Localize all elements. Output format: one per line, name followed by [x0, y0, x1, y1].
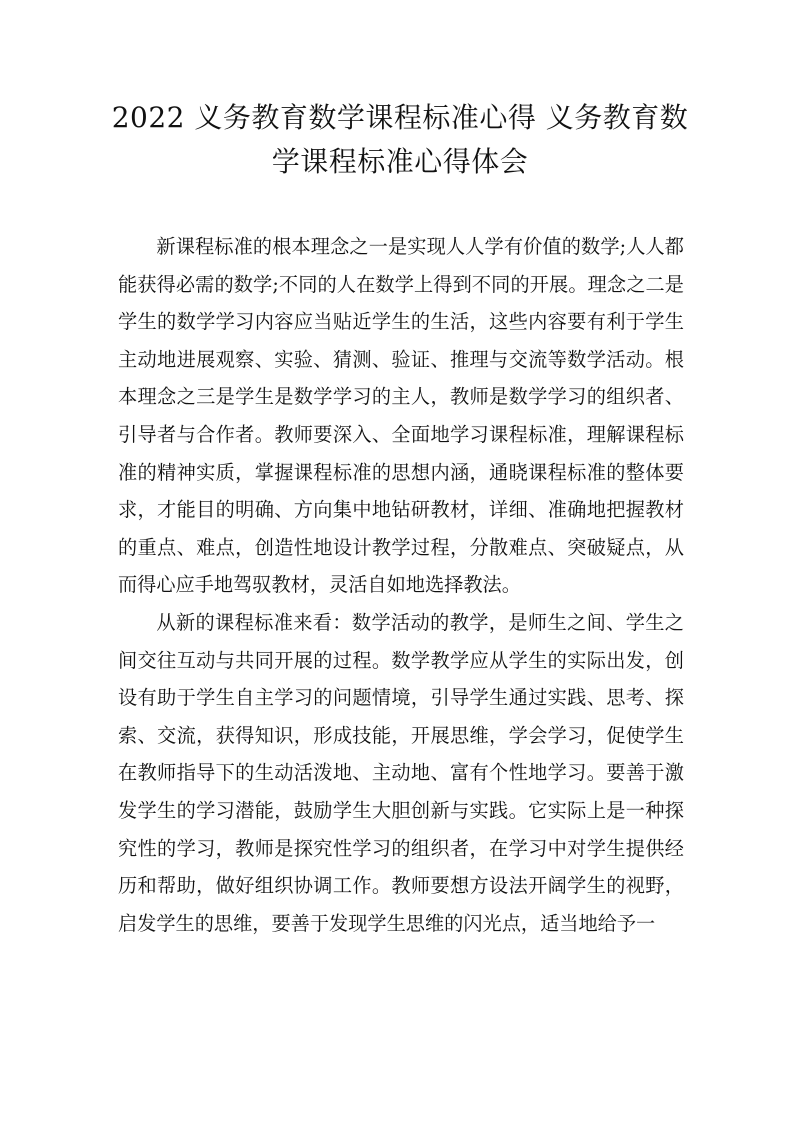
document-title: 2022 义务教育数学课程标准心得 义务教育数学课程标准心得体会 [111, 101, 689, 178]
paragraph-1: 新课程标准的根本理念之一是实现人人学有价值的数学;人人都能获得必需的数学;不同的人在数学上得到不同的开展。理念之二是学生的数学学习内容应当贴近学生的生活，这些内容要有利于学生主动地进展观察、实验、猜测、验证、推理与交流等数学活动。根本理念之三是学生是数学学习的主人，教师是数学学习的组织者、引导者与合作者。教师要深入、全面地学习课程标准，理解课程标准的精神实质，掌握课程标准的思想内涵，通晓课程标准的整体要求，才能目的明确、方向集中地钻研教材，详细、准确地把握教材的重点、难点，创造性地设计教学过程，分散难点、突破疑点，从而得心应手地驾驭教材，灵活自如地选择教法。 [118, 235, 684, 597]
document-body [118, 228, 684, 942]
paragraph-2: 从新的课程标准来看：数学活动的教学，是师生之间、学生之间交往互动与共同开展的过程。数学教学应从学生的实际出发，创设有助于学生自主学习的问题情境，引导学生通过实践、思考、探索、交流，获得知识，形成技能，开展思维，学会学习，促使学生在教师指导下的生动活泼地、主动地、富有个性地学习。要善于激发学生的学习潜能，鼓励学生大胆创新与实践。它实际上是一种探究性的学习，教师是探究性学习的组织者，在学习中对学生提供经历和帮助，做好组织协调工作。教师要想方设法开阔学生的视野，启发学生的思维，要善于发现学生思维的闪光点，适当地给予一 [118, 610, 684, 935]
